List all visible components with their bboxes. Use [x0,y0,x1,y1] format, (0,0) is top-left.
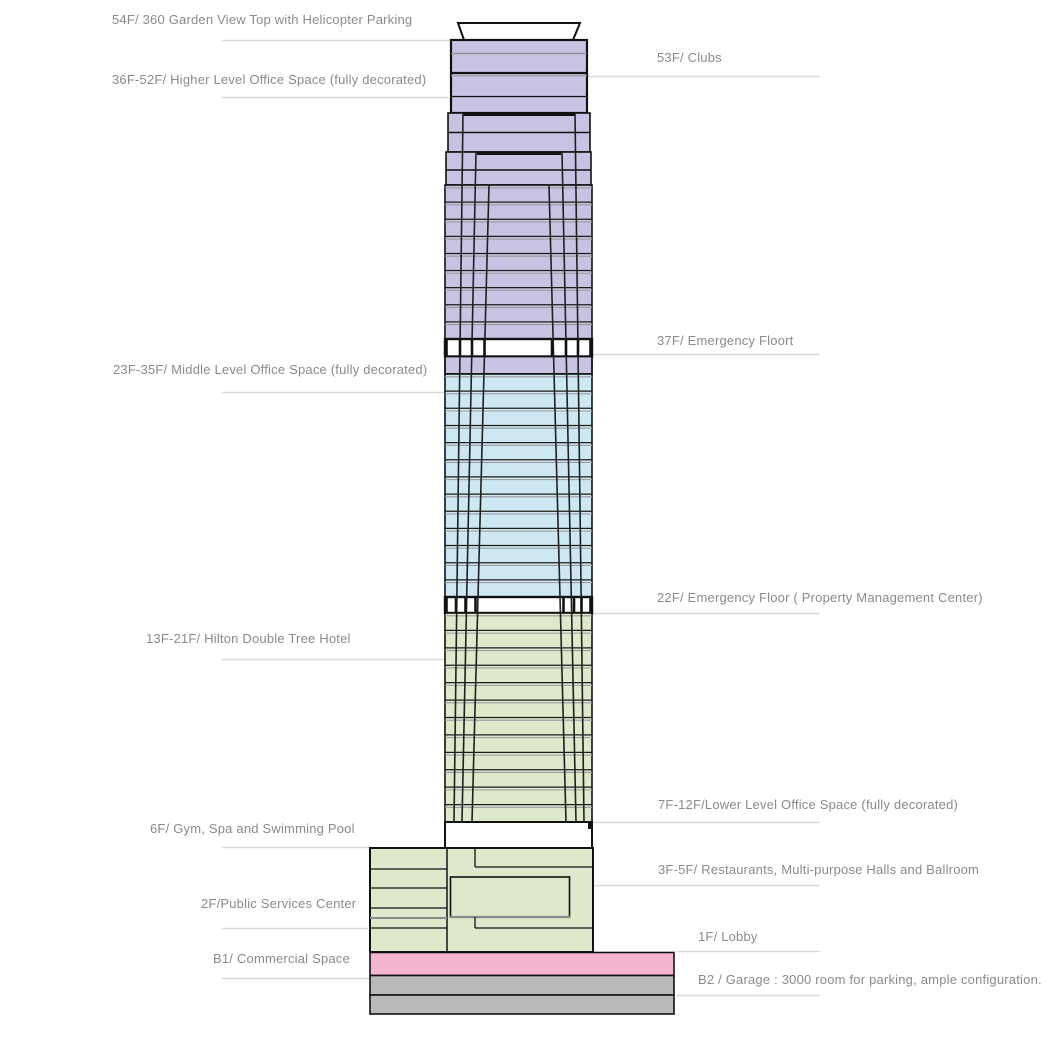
label-6f-gym: 6F/ Gym, Spa and Swimming Pool [150,821,355,836]
section-b2-garage [370,976,674,1015]
label-54f-garden-view: 54F/ 360 Garden View Top with Helicopter Parking [112,12,413,27]
label-23f-35f-offices: 23F-35F/ Middle Level Office Space (fully decorated) [113,362,428,377]
section-upper-setbacks [446,113,591,185]
label-7f-12f-offices: 7F-12F/Lower Level Office Space (fully decorated) [658,797,959,812]
label-3f-5f-restaurants: 3F-5F/ Restaurants, Multi-purpose Halls and Ballroom [658,862,980,877]
label-13f-21f-hotel: 13F-21F/ Hilton Double Tree Hotel [146,631,351,646]
label-2f-public-services: 2F/Public Services Center [201,896,357,911]
helipad-roof [458,23,580,40]
section-hotel-and-lower-offices [445,613,592,822]
label-53f-clubs: 53F/ Clubs [657,50,722,65]
label-36f-52f-offices: 36F-52F/ Higher Level Office Space (fully decorated) [112,72,427,87]
section-b1-commercial [370,953,674,976]
label-22f-emergency: 22F/ Emergency Floor ( Property Management Center) [657,590,983,605]
section-podium [370,848,593,952]
tower-36f-band [445,357,592,375]
label-b2-garage: B2 / Garage : 3000 room for parking, ample configuration. [698,972,1042,987]
section-37f-emergency-floor [445,339,592,357]
section-6f-gym [445,822,593,848]
label-1f-lobby: 1F/ Lobby [698,929,758,944]
section-53f-clubs [451,40,587,113]
section-upper-offices [445,185,592,339]
label-b1-commercial: B1/ Commercial Space [213,951,350,966]
label-37f-emergency: 37F/ Emergency Floort [657,333,794,348]
